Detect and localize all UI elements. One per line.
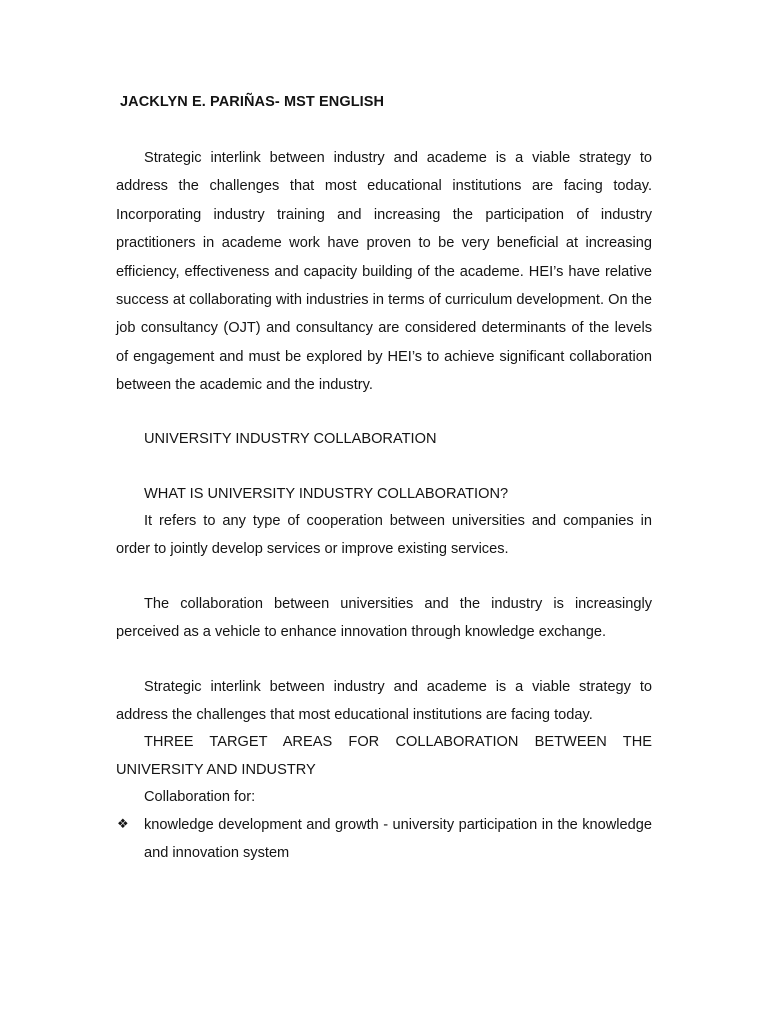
section-heading-what-is: WHAT IS UNIVERSITY INDUSTRY COLLABORATION?	[144, 486, 509, 502]
paragraph-strategic: Strategic interlink between industry and academe is a viable strategy to address the challenges that most educational institutions are facing today.	[116, 679, 652, 724]
section-heading-collaboration: UNIVERSITY INDUSTRY COLLABORATION	[144, 431, 437, 447]
list-item	[116, 811, 652, 868]
paragraph-vehicle: The collaboration between universities and the industry is increasingly perceived as a vehicle to enhance innovation through knowledge exchange.	[116, 596, 652, 641]
author-line: JACKLYN E. PARIÑAS- MST ENGLISH	[120, 94, 385, 110]
collaboration-label: Collaboration for:	[144, 789, 256, 805]
list-item-text: knowledge development and growth - university participation in the knowledge and innovation system	[144, 817, 652, 862]
paragraph-intro: Strategic interlink between industry and academe is a viable strategy to address the challenges that most educational institutions are facing today. Incorporating industry training and increasing the participation of industry practitioners in academe work have proven to be very beneficial at increasing efficiency, effectiveness and capacity building of the academe. HEI’s have relative success at collaborating with industries in terms of curriculum development. On the job consultancy (OJT) and consultancy are considered determinants of the levels of engagement and must be explored by HEI’s to achieve significant collaboration between the academic and the industry.	[116, 150, 652, 394]
section-heading-target-areas: THREE TARGET AREAS FOR COLLABORATION BETWEEN THE UNIVERSITY AND INDUSTRY	[116, 734, 652, 779]
diamond-bullet-icon: ❖	[117, 817, 129, 832]
paragraph-definition: It refers to any type of cooperation between universities and companies in order to jointly develop services or improve existing services.	[116, 513, 652, 558]
